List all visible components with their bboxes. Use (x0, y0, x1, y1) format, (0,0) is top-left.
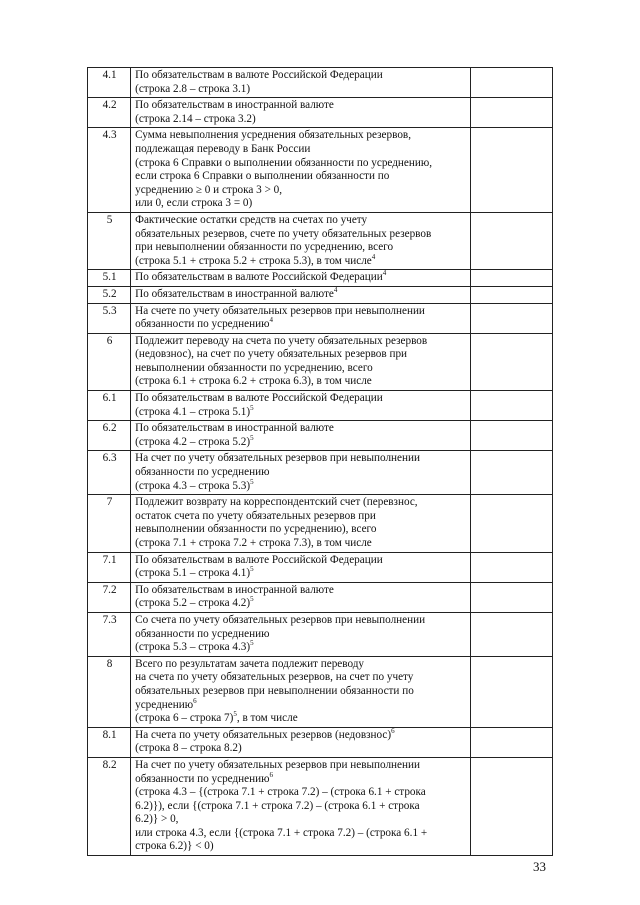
row-number: 5.1 (88, 270, 131, 287)
description-line (135, 362, 467, 376)
footnote-marker: 5 (233, 710, 237, 719)
row-description (131, 451, 471, 495)
description-text: (строка 5.1 – строка 4.1) (135, 567, 251, 580)
description-line (135, 496, 467, 510)
description-text: Подлежит переводу на счета по учету обязательных резервов (135, 334, 428, 347)
description-line (135, 770, 467, 787)
description-line (135, 726, 467, 743)
row-description (131, 495, 471, 552)
description-line (135, 335, 467, 349)
description-text: На счета по учету обязательных резервов (недовзнос) (135, 728, 392, 741)
description-text: (строка 6 – строка 7) (135, 712, 234, 725)
row-description (131, 727, 471, 757)
description-line (135, 466, 467, 480)
description-line (135, 157, 467, 171)
description-text: (строка 7.1 + строка 7.2 + строка 7.3), в том числе (135, 537, 372, 549)
row-description (131, 128, 471, 213)
description-text: Сумма невыполнения усреднения обязательных резервов, (135, 129, 411, 142)
footnote-marker: 5 (250, 565, 254, 574)
description-text-tail: , в том числе (236, 712, 298, 725)
footnote-marker: 4 (382, 269, 387, 278)
description-text: на счета по учету обязательных резервов, на счет по учету (135, 671, 414, 684)
footnote-marker: 4 (269, 316, 273, 325)
table-body (88, 68, 553, 856)
table-row (88, 333, 553, 390)
description-text: невыполнении обязанности по усреднению, всего (135, 361, 373, 374)
description-text: (строка 2.14 – строка 3.2) (135, 112, 256, 125)
row-number: 5.3 (88, 303, 131, 333)
description-text: обязанности по усреднению (135, 466, 270, 479)
table-row (88, 391, 553, 421)
row-number: 6.3 (88, 451, 131, 495)
row-value-cell (470, 552, 552, 582)
description-text: По обязательствам в иностранной валюте (135, 99, 334, 112)
row-number: 7.2 (88, 582, 131, 612)
row-value-cell (470, 727, 552, 757)
row-value-cell (470, 270, 552, 287)
description-text: (строка 4.1 – строка 5.1) (135, 405, 251, 418)
description-text: По обязательствам в иностранной валюте (135, 583, 334, 596)
row-description (131, 303, 471, 333)
row-value-cell (470, 68, 552, 98)
description-line (135, 433, 467, 450)
table-row (88, 68, 553, 98)
row-number: 4.3 (88, 128, 131, 213)
row-description (131, 582, 471, 612)
description-line (135, 671, 467, 685)
description-line (135, 584, 467, 598)
description-line (135, 685, 467, 699)
description-line (135, 696, 467, 713)
description-line (135, 786, 467, 800)
description-text: По обязательствам в валюте Российской Федерации (135, 553, 383, 566)
table-row (88, 286, 553, 303)
description-line (135, 113, 467, 127)
row-value-cell (470, 421, 552, 451)
row-number: 6.2 (88, 421, 131, 451)
footnote-marker: 6 (269, 770, 273, 779)
description-line (135, 241, 467, 255)
description-text: На счет по учету обязательных резервов при невыполнении (135, 452, 420, 465)
table-row (88, 727, 553, 757)
row-number: 4.2 (88, 98, 131, 128)
description-text: (строка 6.1 + строка 6.2 + строка 6.3), в том числе (135, 375, 372, 388)
description-line (135, 452, 467, 466)
footnote-marker: 4 (371, 252, 376, 261)
description-text: Фактические остатки средств на счетах по учету (135, 213, 368, 226)
description-text: (строка 4.2 – строка 5.2) (135, 435, 251, 448)
description-line (135, 597, 467, 611)
description-text: если строка 6 Справки о выполнении обязанности по (135, 170, 390, 183)
footnote-marker: 5 (250, 433, 254, 442)
row-number: 5 (88, 212, 131, 269)
footnote-marker: 5 (250, 639, 254, 648)
table-row (88, 757, 553, 855)
row-value-cell (470, 286, 552, 303)
description-text: По обязательствам в валюте Российской Федерации (135, 392, 383, 405)
row-number: 8 (88, 656, 131, 727)
description-line (135, 228, 467, 242)
description-text: обязательных резервов, счете по учету обязательных резервов (135, 227, 432, 240)
footnote-marker: 5 (250, 595, 254, 604)
description-text: остаток счета по учету обязательных резервов при (135, 509, 376, 522)
row-number: 8.1 (88, 727, 131, 757)
row-value-cell (470, 656, 552, 727)
row-number: 5.2 (88, 286, 131, 303)
row-number: 4.1 (88, 68, 131, 98)
description-line (135, 614, 467, 628)
row-description (131, 68, 471, 98)
table-row (88, 421, 553, 451)
row-description (131, 212, 471, 269)
description-line (135, 285, 467, 302)
row-value-cell (470, 333, 552, 390)
table-row (88, 656, 553, 727)
description-text: (строка 5.3 – строка 4.3) (135, 641, 251, 654)
description-text: обязанности по усреднению (135, 627, 270, 640)
description-text: По обязательствам в иностранной валюте (135, 422, 334, 435)
row-value-cell (470, 303, 552, 333)
footnote-marker: 5 (250, 403, 254, 412)
description-line (135, 827, 467, 841)
footnote-marker: 5 (250, 477, 254, 486)
description-line (135, 840, 467, 854)
row-value-cell (470, 391, 552, 421)
page-number: 33 (533, 859, 546, 874)
row-description (131, 656, 471, 727)
description-text: Всего по результатам зачета подлежит переводу (135, 657, 365, 670)
table-row (88, 582, 553, 612)
row-description (131, 757, 471, 855)
description-line (135, 392, 467, 406)
description-text: или строка 4.3, если {(строка 7.1 + строка 7.2) – (строка 6.1 + (135, 826, 428, 839)
description-text: (недовзнос), на счет по учету обязательных резервов при (135, 348, 408, 361)
table-row (88, 98, 553, 128)
description-line (135, 305, 467, 319)
description-text: или 0, если строка 3 = 0) (135, 197, 253, 210)
description-line (135, 554, 467, 568)
row-description (131, 270, 471, 287)
row-description (131, 286, 471, 303)
row-value-cell (470, 212, 552, 269)
description-line (135, 510, 467, 524)
table-row (88, 270, 553, 287)
table-row (88, 451, 553, 495)
description-line (135, 403, 467, 420)
table-row (88, 552, 553, 582)
description-text: (строка 8 – строка 8.2) (135, 742, 242, 755)
row-number: 6.1 (88, 391, 131, 421)
description-line (135, 628, 467, 642)
description-text: обязательных резервов при невыполнении обязанности по (135, 684, 414, 697)
description-line (135, 318, 467, 332)
description-line (135, 800, 467, 814)
description-line (135, 759, 467, 773)
row-value-cell (470, 495, 552, 552)
description-line (135, 271, 467, 285)
description-text: По обязательствам в валюте Российской Федерации (135, 271, 383, 284)
row-value-cell (470, 582, 552, 612)
row-description (131, 612, 471, 656)
description-line (135, 252, 467, 269)
description-line (135, 83, 467, 97)
table-row (88, 612, 553, 656)
row-description (131, 552, 471, 582)
row-value-cell (470, 128, 552, 213)
footnote-marker: 4 (333, 285, 338, 294)
description-text: 6.2)} > 0, (135, 813, 179, 826)
table-row (88, 495, 553, 552)
row-description (131, 391, 471, 421)
description-text: (строка 5.2 – строка 4.2) (135, 597, 251, 610)
description-text: 6.2)}), если {(строка 7.1 + строка 7.2) – (строка 6.1 + строка (135, 799, 420, 812)
row-description (131, 333, 471, 390)
description-line (135, 197, 467, 211)
description-line (135, 422, 467, 436)
row-description (131, 98, 471, 128)
footnote-marker: 6 (193, 696, 197, 705)
description-text: (строка 4.3 – строка 5.3) (135, 479, 251, 492)
description-text: На счете по учету обязательных резервов при невыполнении (135, 304, 425, 317)
description-line (135, 170, 467, 184)
description-text: (строка 2.8 – строка 3.1) (135, 82, 251, 95)
table-row (88, 212, 553, 269)
description-text: По обязательствам в валюте Российской Федерации (135, 69, 383, 81)
description-text: невыполнении обязанности по усреднению), всего (135, 523, 377, 536)
description-line (135, 184, 467, 198)
row-number: 8.2 (88, 757, 131, 855)
description-text: Подлежит возврату на корреспондентский счет (перевзнос, (135, 496, 418, 509)
description-text: Со счета по учету обязательных резервов при невыполнении (135, 613, 426, 626)
table-row (88, 303, 553, 333)
description-line (135, 641, 467, 655)
row-number: 7.3 (88, 612, 131, 656)
row-value-cell (470, 612, 552, 656)
description-line (135, 537, 467, 551)
description-line (135, 523, 467, 537)
description-line (135, 477, 467, 494)
description-text: усреднению ≥ 0 и строка 3 > 0, (135, 183, 283, 196)
description-line (135, 658, 467, 672)
description-line (135, 99, 467, 113)
row-number: 6 (88, 333, 131, 390)
description-line (135, 69, 467, 83)
description-line (135, 742, 467, 756)
description-line (135, 129, 467, 143)
description-text: усреднению (135, 698, 194, 711)
description-text: обязанности по усреднению (135, 318, 270, 331)
table-row (88, 128, 553, 213)
description-line (135, 712, 467, 726)
description-text: (строка 4.3 – {(строка 7.1 + строка 7.2) – (строка 6.1 + строка (135, 786, 426, 799)
description-line (135, 813, 467, 827)
description-line (135, 348, 467, 362)
description-text: На счет по учету обязательных резервов при невыполнении (135, 758, 420, 771)
row-value-cell (470, 98, 552, 128)
description-text: обязанности по усреднению (135, 772, 270, 785)
description-line (135, 567, 467, 581)
row-value-cell (470, 757, 552, 855)
description-text: (строка 5.1 + строка 5.2 + строка 5.3), в том числе (135, 254, 372, 267)
description-text: подлежащая переводу в Банк России (135, 142, 311, 155)
description-line (135, 214, 467, 228)
row-number: 7.1 (88, 552, 131, 582)
row-value-cell (470, 451, 552, 495)
description-line (135, 375, 467, 389)
description-line (135, 143, 467, 157)
row-number: 7 (88, 495, 131, 552)
description-text: По обязательствам в иностранной валюте (135, 287, 334, 300)
footnote-marker: 6 (391, 726, 395, 735)
description-text: при невыполнении обязанности по усреднению, всего (135, 241, 394, 254)
description-text: (строка 6 Справки о выполнении обязанности по усреднению, (135, 156, 433, 169)
description-text: строка 6.2)} < 0) (135, 840, 214, 853)
obligatory-reserves-table (87, 67, 553, 856)
row-description (131, 421, 471, 451)
